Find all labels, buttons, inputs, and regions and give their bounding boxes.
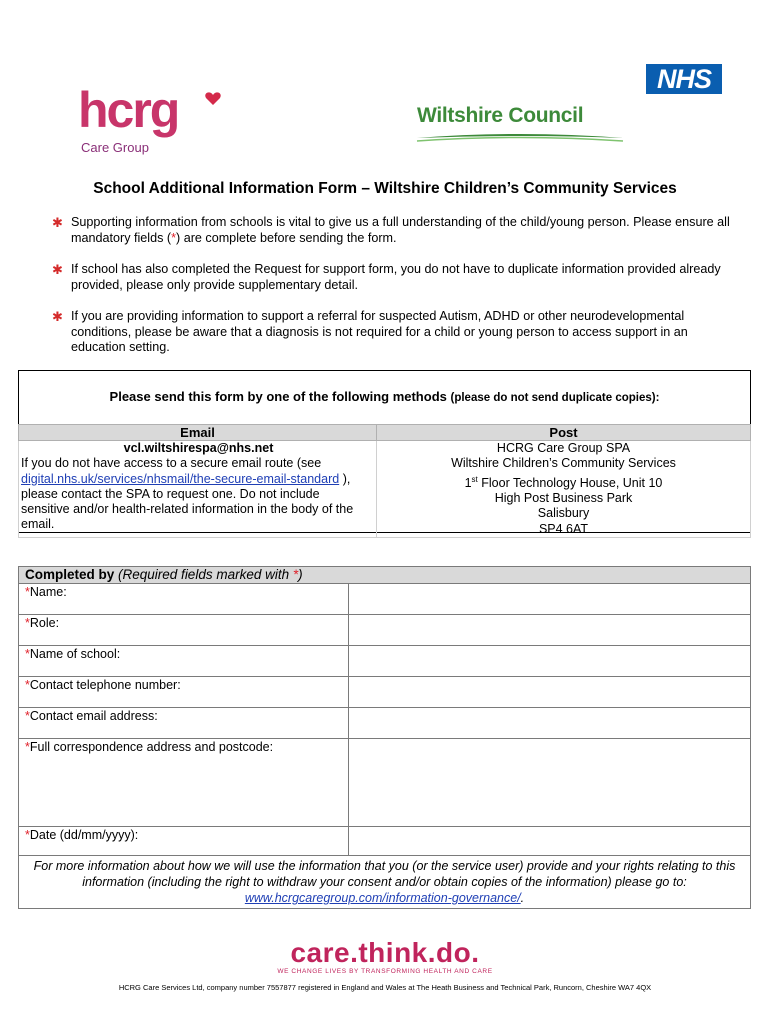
post-line: 1st Floor Technology House, Unit 10 (464, 474, 663, 490)
name-field[interactable] (349, 584, 751, 615)
date-field[interactable] (349, 827, 751, 856)
role-label: *Role: (19, 615, 349, 646)
completed-by-form (18, 566, 751, 909)
hcrg-logo (78, 82, 228, 160)
post-line: Wiltshire Children’s Community Services (451, 456, 676, 471)
send-methods-table (18, 424, 751, 538)
page-title: School Additional Information Form – Wiltshire Children’s Community Services (93, 180, 677, 197)
email-cell: vcl.wiltshirespa@nhs.net If you do not have access to a secure email route (see digital.nhs.uk/services/nhsmail/the-secure-email-standard ), please contact the SPA to request one. Do not include sensitive and/or health-related information in the body of the email. (19, 441, 377, 538)
school-name-field[interactable] (349, 646, 751, 677)
post-line: SP4 6AT (538, 521, 589, 536)
send-heading: Please send this form by one of the following methods (please do not send duplicate copies): (109, 389, 660, 404)
role-field[interactable] (349, 615, 751, 646)
address-field[interactable] (349, 739, 751, 827)
address-label: *Full correspondence address and postcode: (19, 739, 349, 827)
telephone-field[interactable] (349, 677, 751, 708)
nhs-logo: NHS (646, 64, 722, 94)
post-address-cell (377, 441, 751, 538)
care-think-do-logo: care.think.do. WE CHANGE LIVES BY TRANSFORMING HEALTH AND CARE (277, 937, 493, 975)
email-label: *Contact email address: (19, 708, 349, 739)
email-field[interactable] (349, 708, 751, 739)
date-label: *Date (dd/mm/yyyy): (19, 827, 349, 856)
asterisk-icon: ✱ (52, 262, 63, 277)
email-column-header: Email (19, 425, 377, 441)
company-footer: HCRG Care Services Ltd, company number 7557877 registered in England and Wales at The Heath Business and Technical Park, Runcorn, Cheshire WA7 4QX (118, 983, 652, 992)
privacy-footnote: For more information about how we will use the information that you (or the service user) provide and your rights relating to this information (including the right to withdraw your consent and/or obtain copies of the information) please go to: www.hcrgcaregroup.com/information-governance/. (19, 856, 751, 909)
nhsmail-standard-link[interactable]: digital.nhs.uk/services/nhsmail/the-secure-email-standard (21, 471, 340, 486)
telephone-label: *Contact telephone number: (19, 677, 349, 708)
post-line: Salisbury (537, 506, 590, 521)
post-line: High Post Business Park (494, 491, 633, 506)
asterisk-icon: ✱ (52, 215, 63, 230)
form-header: Completed by (Required fields marked with *) (19, 567, 751, 584)
email-address[interactable]: vcl.wiltshirespa@nhs.net (123, 441, 274, 455)
information-governance-link[interactable]: www.hcrgcaregroup.com/information-governance/ (244, 891, 521, 905)
post-column-header: Post (377, 425, 751, 441)
council-swoosh-icon (415, 130, 625, 144)
hcrg-subtitle: Care Group (81, 140, 149, 155)
post-line: HCRG Care Group SPA (496, 441, 631, 455)
hcrg-wordmark: hcrg (78, 82, 179, 138)
school-name-label: *Name of school: (19, 646, 349, 677)
council-wordmark: Wiltshire Council (417, 104, 584, 127)
asterisk-icon: ✱ (52, 309, 63, 324)
wiltshire-council-logo (415, 104, 625, 146)
name-label: *Name: (19, 584, 349, 615)
